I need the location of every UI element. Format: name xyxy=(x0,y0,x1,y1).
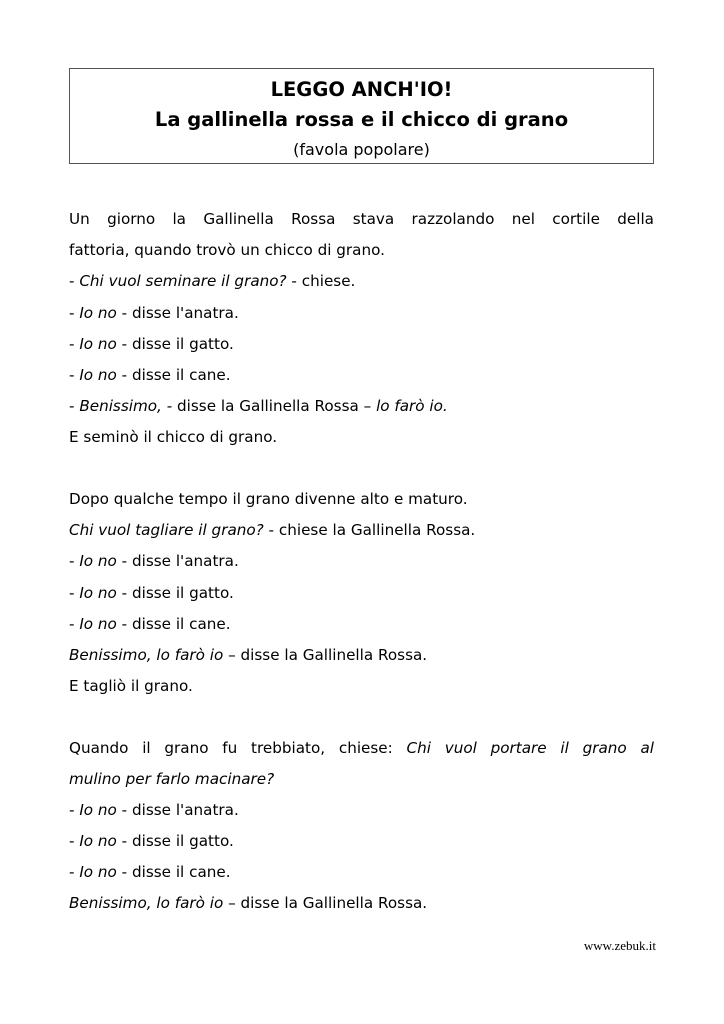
p3-line-1: Quando il grano fu trebbiato, chiese: Chi vuol portare il grano al xyxy=(69,739,654,757)
story-title: La gallinella rossa e il chicco di grano xyxy=(154,108,569,131)
page-title: LEGGO ANCH'IO! xyxy=(270,78,453,101)
story-genre: (favola popolare) xyxy=(293,140,430,159)
p3-line-2: mulino per farlo macinare? xyxy=(69,770,275,788)
p2-line-1: Dopo qualche tempo il grano divenne alto e maturo. xyxy=(69,490,468,508)
p3-answer-cat: - Io no - disse il gatto. xyxy=(69,832,234,850)
p1-line-2: fattoria, quando trovò un chicco di grano. xyxy=(69,241,385,259)
p2-end: E tagliò il grano. xyxy=(69,677,193,695)
p1-answer-duck: - Io no - disse l'anatra. xyxy=(69,304,239,322)
p1-end: E seminò il chicco di grano. xyxy=(69,428,278,446)
title-box xyxy=(69,68,654,164)
p2-answer-duck: - Io no - disse l'anatra. xyxy=(69,552,239,570)
p2-answer-dog: - Io no - disse il cane. xyxy=(69,615,231,633)
p2-answer-cat: - Io no - disse il gatto. xyxy=(69,584,234,602)
p3-reply: Benissimo, lo farò io – disse la Gallinella Rossa. xyxy=(69,894,428,912)
p1-answer-cat: - Io no - disse il gatto. xyxy=(69,335,234,353)
p3-answer-dog: - Io no - disse il cane. xyxy=(69,863,231,881)
p1-line-1: Un giorno la Gallinella Rossa stava razzolando nel cortile della xyxy=(69,210,654,228)
p2-question: Chi vuol tagliare il grano? - chiese la Gallinella Rossa. xyxy=(69,521,476,539)
p1-reply: - Benissimo, - disse la Gallinella Rossa – lo farò io. xyxy=(69,397,448,415)
p3-answer-duck: - Io no - disse l'anatra. xyxy=(69,801,239,819)
footer-site-link[interactable]: www.zebuk.it xyxy=(583,938,656,953)
p2-reply: Benissimo, lo farò io – disse la Gallinella Rossa. xyxy=(69,646,428,664)
p1-question: - Chi vuol seminare il grano? - chiese. xyxy=(69,272,356,290)
p1-answer-dog: - Io no - disse il cane. xyxy=(69,366,231,384)
